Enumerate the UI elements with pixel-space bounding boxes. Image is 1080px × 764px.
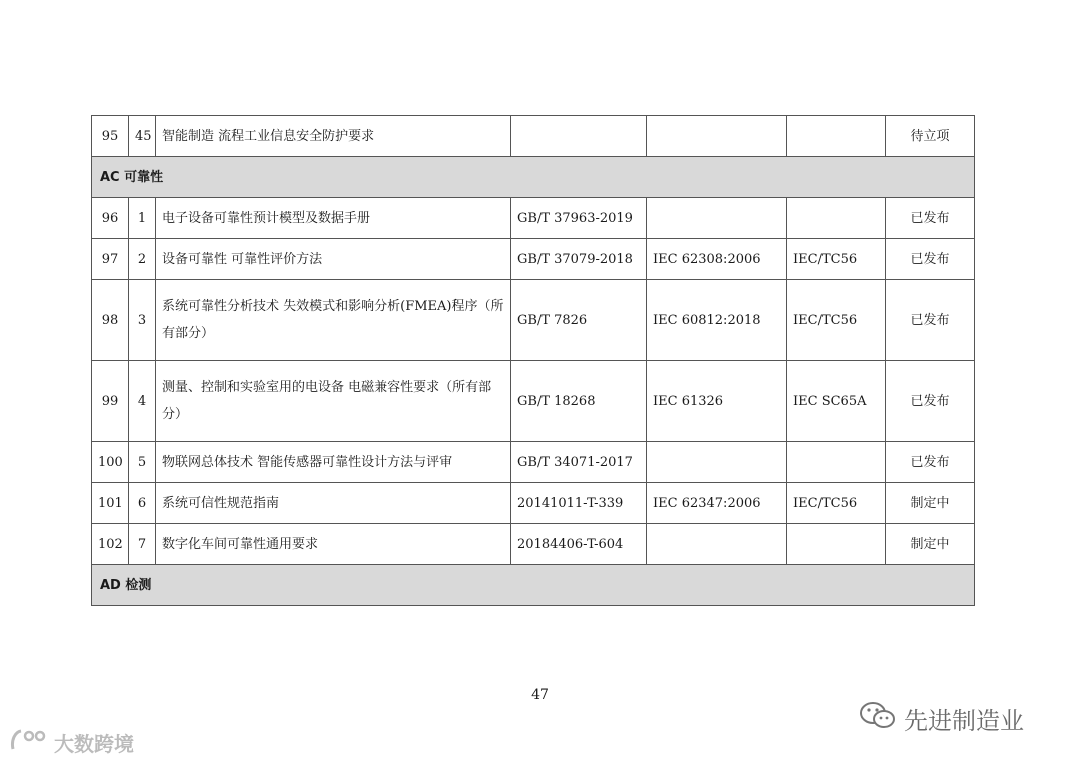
page-number: 47 xyxy=(531,687,549,703)
row-number: 102 xyxy=(92,524,129,565)
status: 已发布 xyxy=(886,280,975,361)
technical-committee xyxy=(787,442,886,483)
standard-code: GB/T 34071-2017 xyxy=(511,442,647,483)
standard-code: GB/T 37079-2018 xyxy=(511,239,647,280)
status: 待立项 xyxy=(886,116,975,157)
sub-number: 7 xyxy=(129,524,156,565)
standard-title: 测量、控制和实验室用的电设备 电磁兼容性要求（所有部分） xyxy=(156,361,511,442)
standard-code: 20141011-T-339 xyxy=(511,483,647,524)
wechat-watermark xyxy=(858,700,1024,736)
status: 已发布 xyxy=(886,442,975,483)
row-number: 96 xyxy=(92,198,129,239)
sub-number: 5 xyxy=(129,442,156,483)
watermark-text: 先进制造业 xyxy=(904,706,1024,735)
sub-number: 6 xyxy=(129,483,156,524)
table-row xyxy=(92,361,975,442)
international-standard xyxy=(647,198,787,239)
international-standard xyxy=(647,442,787,483)
status: 已发布 xyxy=(886,239,975,280)
sub-number: 2 xyxy=(129,239,156,280)
standard-title: 系统可信性规范指南 xyxy=(156,483,511,524)
international-standard: IEC 62347:2006 xyxy=(647,483,787,524)
standard-code: GB/T 18268 xyxy=(511,361,647,442)
status: 已发布 xyxy=(886,361,975,442)
international-standard xyxy=(647,524,787,565)
technical-committee: IEC/TC56 xyxy=(787,483,886,524)
section-row xyxy=(92,157,975,198)
row-number: 99 xyxy=(92,361,129,442)
wechat-icon xyxy=(858,700,898,736)
standard-code: GB/T 7826 xyxy=(511,280,647,361)
technical-committee xyxy=(787,198,886,239)
international-standard: IEC 60812:2018 xyxy=(647,280,787,361)
technical-committee: IEC SC65A xyxy=(787,361,886,442)
status: 制定中 xyxy=(886,483,975,524)
brand-watermark-text: 大数跨境 xyxy=(54,732,134,756)
row-number: 101 xyxy=(92,483,129,524)
sub-number: 4 xyxy=(129,361,156,442)
standard-title: 电子设备可靠性预计模型及数据手册 xyxy=(156,198,511,239)
technical-committee xyxy=(787,524,886,565)
standard-code: 20184406-T-604 xyxy=(511,524,647,565)
row-number: 98 xyxy=(92,280,129,361)
brand-logo-icon xyxy=(10,728,50,757)
standards-table xyxy=(91,115,975,606)
technical-committee: IEC/TC56 xyxy=(787,239,886,280)
technical-committee: IEC/TC56 xyxy=(787,280,886,361)
international-standard xyxy=(647,116,787,157)
standard-code: GB/T 37963-2019 xyxy=(511,198,647,239)
standard-title: 智能制造 流程工业信息安全防护要求 xyxy=(156,116,511,157)
table-row xyxy=(92,524,975,565)
status: 制定中 xyxy=(886,524,975,565)
technical-committee xyxy=(787,116,886,157)
international-standard: IEC 61326 xyxy=(647,361,787,442)
table-row xyxy=(92,198,975,239)
section-header: AD 检测 xyxy=(92,565,975,606)
table-row xyxy=(92,442,975,483)
sub-number: 1 xyxy=(129,198,156,239)
standard-code xyxy=(511,116,647,157)
status: 已发布 xyxy=(886,198,975,239)
section-row xyxy=(92,565,975,606)
sub-number: 45 xyxy=(129,116,156,157)
standard-title: 系统可靠性分析技术 失效模式和影响分析(FMEA)程序（所有部分） xyxy=(156,280,511,361)
row-number: 100 xyxy=(92,442,129,483)
brand-watermark xyxy=(10,728,134,757)
standard-title: 物联网总体技术 智能传感器可靠性设计方法与评审 xyxy=(156,442,511,483)
sub-number: 3 xyxy=(129,280,156,361)
section-header: AC 可靠性 xyxy=(92,157,975,198)
table-row xyxy=(92,483,975,524)
row-number: 95 xyxy=(92,116,129,157)
international-standard: IEC 62308:2006 xyxy=(647,239,787,280)
table-row xyxy=(92,239,975,280)
standard-title: 设备可靠性 可靠性评价方法 xyxy=(156,239,511,280)
row-number: 97 xyxy=(92,239,129,280)
table-row xyxy=(92,280,975,361)
standard-title: 数字化车间可靠性通用要求 xyxy=(156,524,511,565)
table-row xyxy=(92,116,975,157)
